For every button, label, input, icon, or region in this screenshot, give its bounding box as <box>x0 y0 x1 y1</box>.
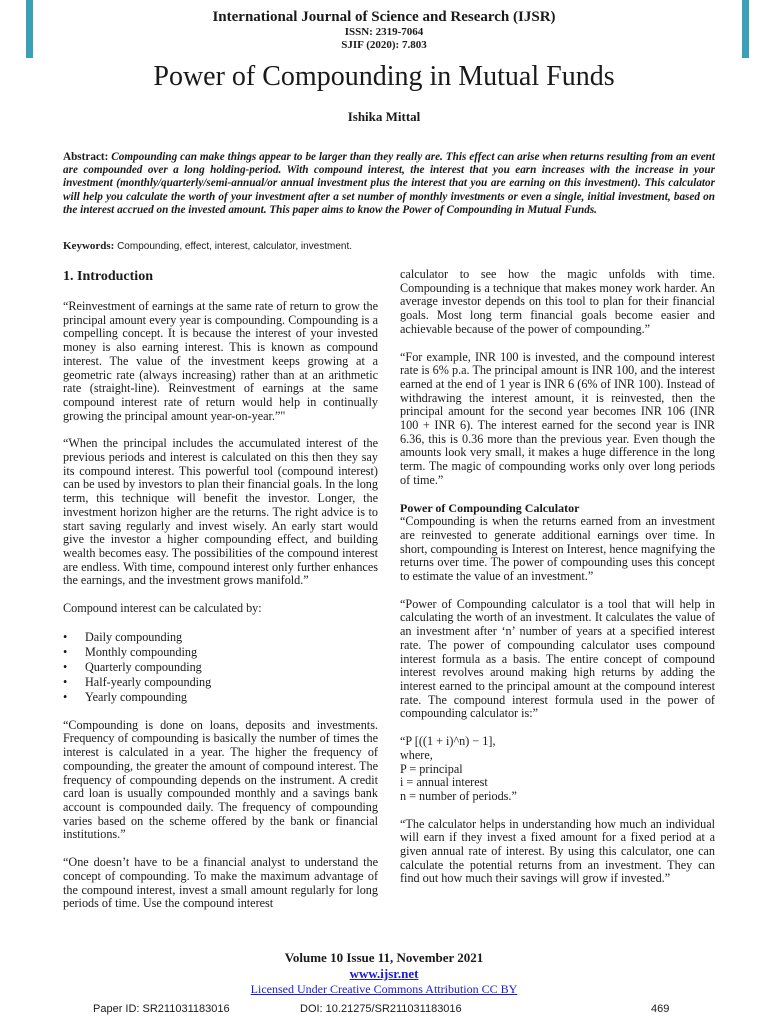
list-item: • Half-yearly compounding <box>63 675 378 690</box>
paragraph: “Power of Compounding calculator is a tool that will help in calculating the worth of an investment. It calculates the value of an investment after ‘n’ number of years at a specified interest rate. The power of compounding calculator uses compound interest formula as a basis. The entire concept of compound interest revolves around making high returns by adding the interest earned to the principal amount at the compound interest rate. The compound interest formula used in the power of compounding calculator is:” <box>400 596 715 721</box>
paragraph: “When the principal includes the accumulated interest of the previous periods and interest is calculated on this then they say its compound interest. This powerful tool (compound interest) can be used by investors to plan their financial goals. In the long term, this technique will benefit the investor. Longer, the investment horizon higher are the returns. The right advice is to start saving regularly and invest wisely. An early start would give the investor a higher compounding effect, and building wealth becomes easy. The possibilities of the compound interest are endless. With time, compound interest only further enhances the earnings, and the investment grows manifold.” <box>63 436 378 588</box>
abstract-text: Compounding can make things appear to be larger than they really are. This effect can arise when returns resulting from an event are compounded over a long holding-period. With compound interest, the interest that you earn increases with the increase in your investment (monthly/quarterly/semi-annual/or annual investment plus the interest that you are earning on this investment). This calculator will help you calculate the worth of your investment after a set number of monthly investments or even a single, initial investment, based on the interest accrued on the invested amount. This paper aims to know the Power of Compounding in Mutual Funds. <box>63 151 715 216</box>
doi: DOI: 10.21275/SR211031183016 <box>300 1003 462 1015</box>
paragraph: “Compounding is when the returns earned from an investment are reinvested to generate additional earnings over time. In short, compounding is Interest on Interest, hence magnifying the returns over time. The power of compounding uses this concept to estimate the value of an investment.” <box>400 514 715 584</box>
keywords-text: Compounding, effect, interest, calculator, investment. <box>117 241 353 252</box>
paragraph: “Reinvestment of earnings at the same rate of return to grow the principal amount every year is compounding. Compounding is a compelling concept. It is because the interest of your invested money is also earning interest. This is known as compound interest. The value of the investment keeps growing at a geometric rate (always increasing) rather than at an arithmetic rate (straight-line). Reinvestment of earnings at the same compound interest rate of return would help in continually growing the principal amount year-on-year.”" <box>63 299 378 423</box>
paragraph: Compound interest can be calculated by: <box>63 601 262 616</box>
formula-line: where, <box>400 747 433 762</box>
journal-url-link[interactable]: www.ijsr.net <box>349 966 419 981</box>
paper-id: Paper ID: SR211031183016 <box>93 1003 230 1015</box>
formula-line: P = principal <box>400 761 463 776</box>
list-item: • Yearly compounding <box>63 690 378 705</box>
formula-line: “P [((1 + i)^n) − 1], <box>400 734 496 749</box>
paper-title: Power of Compounding in Mutual Funds <box>153 61 615 92</box>
list-item: • Monthly compounding <box>63 645 378 660</box>
paragraph: “For example, INR 100 is invested, and the compound interest rate is 6% p.a. The principal amount is INR 100, and the interest earned at the end of 1 year is INR 6 (6% of INR 100). Instead of withdrawing the interest amount, it is reinvested, then the principal amount for the second year becomes INR 106 (INR 100 + INR 6). The interest earned for the second year is INR 6.36, this is 0.36 more than the previous year. Even though the amounts look very small, it makes a huge difference in the long term. The magic of compounding works only over long periods of time.” <box>400 349 715 487</box>
license-link[interactable]: Licensed Under Creative Commons Attribution CC BY <box>250 982 518 996</box>
list-item: • Daily compounding <box>63 630 378 645</box>
page-footer <box>0 950 768 997</box>
formula-block <box>400 735 715 804</box>
formula-line: n = number of periods.” <box>400 788 517 803</box>
paragraph: “One doesn’t have to be a financial analyst to understand the concept of compounding. To make the maximum advantage of the compound interest, invest a small amount regularly for long periods of time. Use the compound interest <box>63 855 378 911</box>
author-name: Ishika Mittal <box>347 109 421 124</box>
journal-name: International Journal of Science and Research (IJSR) <box>212 9 556 25</box>
issn: ISSN: 2319-7064 <box>344 26 424 38</box>
abstract-label: Abstract: <box>63 151 109 163</box>
right-column <box>400 268 715 900</box>
keywords-label: Keywords: <box>63 240 115 252</box>
section-heading-introduction: 1. Introduction <box>63 269 153 284</box>
sjif: SJIF (2020): 7.803 <box>341 39 427 51</box>
paragraph: “Compounding is done on loans, deposits and investments. Frequency of compounding is basically the number of times the interest is calculated in a year. The higher the frequency of compounding, the greater the amount of compound interest. The frequency of compounding depends on the instrument. A credit card loan is usually compounded monthly and a savings bank account is compounded daily. The frequency of compounding varies based on the scheme offered by the bank or financial institutions.” <box>63 717 378 842</box>
list-item: • Quarterly compounding <box>63 660 378 675</box>
paragraph: calculator to see how the magic unfolds with time. Compounding is a technique that makes money work harder. An average investor depends on this tool to plan for their financial goals. Most long term financial goals become easier and achievable because of the power of compounding.” <box>400 267 715 336</box>
paragraph: “The calculator helps in understanding how much an individual will earn if they invest a fixed amount for a fixed period at a given annual rate of interest. By using this calculator, one can calculate the potential returns from an investment. They can find out how much their savings will grow if invested.” <box>400 816 715 886</box>
compounding-types-list <box>63 630 378 705</box>
subheading-calculator: Power of Compounding Calculator <box>400 500 580 515</box>
left-column <box>63 268 378 925</box>
journal-header <box>0 8 768 52</box>
page-number: 469 <box>651 1003 670 1015</box>
formula-line: i = annual interest <box>400 775 488 790</box>
keywords <box>63 240 715 252</box>
volume-info: Volume 10 Issue 11, November 2021 <box>284 950 484 965</box>
abstract <box>63 151 715 217</box>
